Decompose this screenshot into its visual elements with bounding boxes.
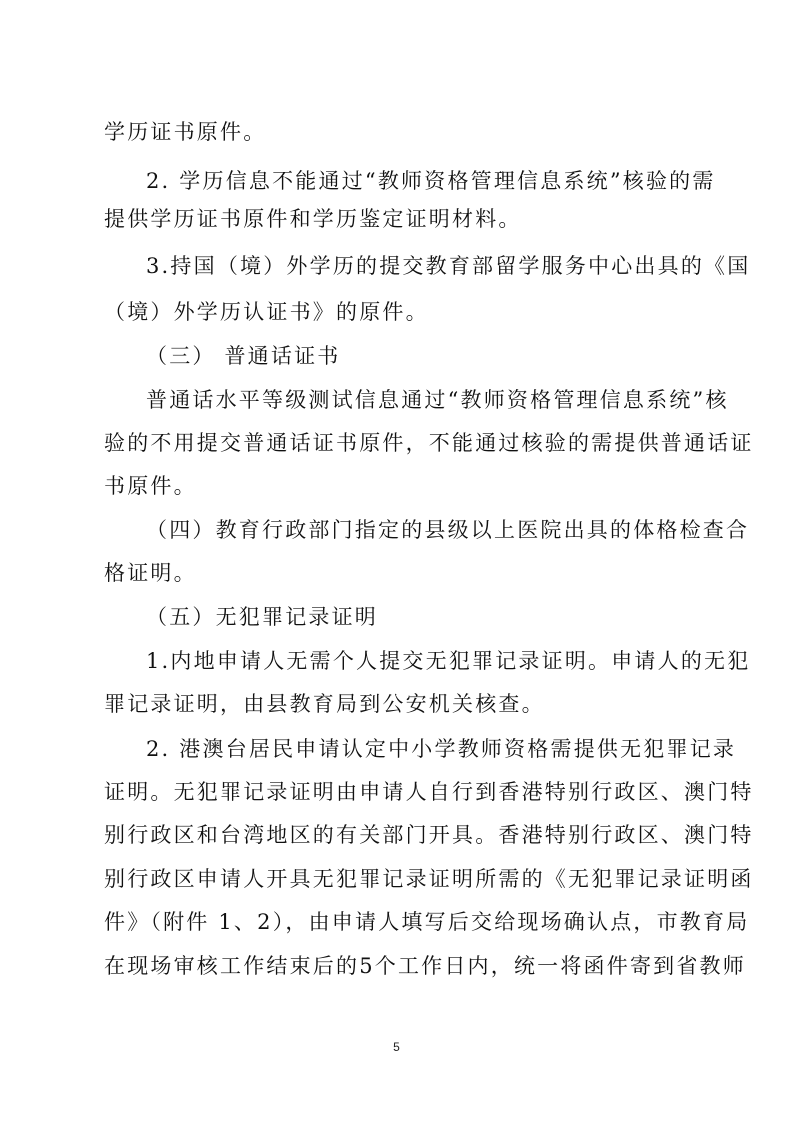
section-heading: （四）教育行政部门指定的县级以上医院出具的体格检查合	[146, 518, 750, 542]
paragraph-line: 1.内地申请人无需个人提交无犯罪记录证明。申请人的无犯	[146, 649, 751, 673]
paragraph-line: 3.持国（境）外学历的提交教育部留学服务中心出具的《国	[146, 254, 751, 278]
paragraph-line: 罪记录证明，由县教育局到公安机关核查。	[104, 692, 545, 716]
section-heading: （五）无犯罪记录证明	[146, 605, 378, 629]
paragraph-line: 普通话水平等级测试信息通过“教师资格管理信息系统”核	[146, 388, 729, 412]
paragraph-line: 提供学历证书原件和学历鉴定证明材料。	[104, 207, 522, 231]
paragraph-line: 验的不用提交普通话证书原件，不能通过核验的需提供普通话证	[104, 431, 754, 455]
page-number: 5	[393, 1040, 400, 1054]
paragraph-line: 2. 学历信息不能通过“教师资格管理信息系统”核验的需	[146, 169, 716, 193]
paragraph-line: 书原件。	[104, 474, 197, 498]
paragraph-line: 2. 港澳台居民申请认定中小学教师资格需提供无犯罪记录	[146, 737, 737, 761]
paragraph-line: 学历证书原件。	[104, 120, 267, 144]
paragraph-line: 别行政区申请人开具无犯罪记录证明所需的《无犯罪记录证明函	[104, 867, 754, 891]
paragraph-line: （境）外学历认证书》的原件。	[104, 300, 429, 324]
paragraph-line: 件》（附件 1、2），由申请人填写后交给现场确认点，市教育局	[104, 910, 750, 934]
paragraph-line: 证明。无犯罪记录证明由申请人自行到香港特别行政区、澳门特	[104, 780, 754, 804]
paragraph-line: 别行政区和台湾地区的有关部门开具。香港特别行政区、澳门特	[104, 823, 754, 847]
section-heading: （三） 普通话证书	[146, 344, 341, 368]
paragraph-line: 在现场审核工作结束后的5个工作日内，统一将函件寄到省教师	[104, 954, 746, 978]
paragraph-line: 格证明。	[104, 561, 197, 585]
